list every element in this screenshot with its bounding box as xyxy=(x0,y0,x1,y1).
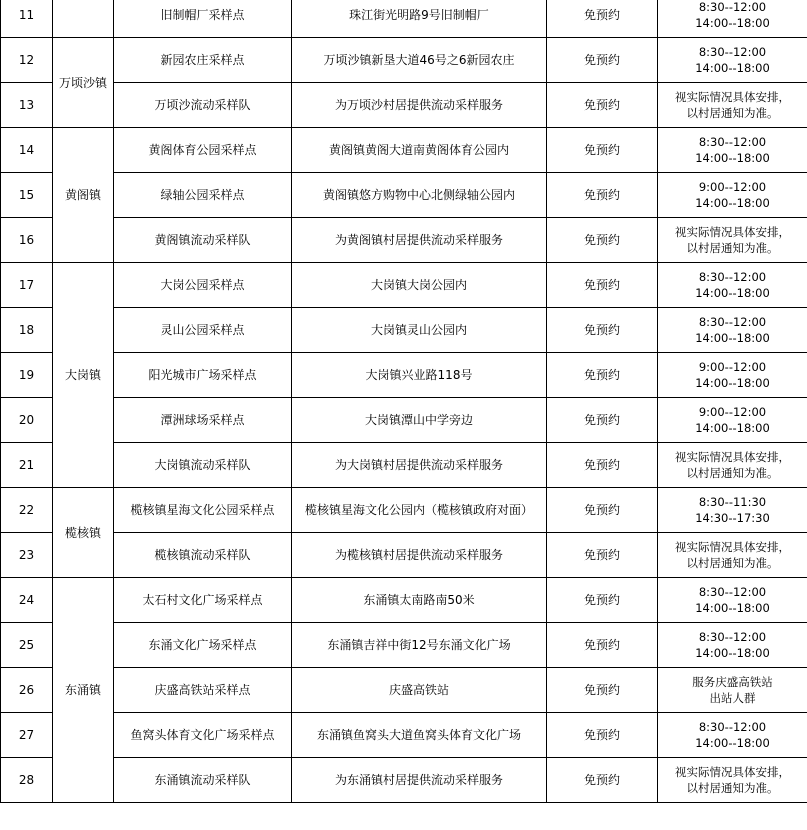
service-hours-line-1: 视实际情况具体安排， xyxy=(675,90,790,104)
site-address: 黄阁镇黄阁大道南黄阁体育公园内 xyxy=(292,128,547,173)
site-address: 东涌镇吉祥中街12号东涌文化广场 xyxy=(292,623,547,668)
service-hours-line-1: 视实际情况具体安排， xyxy=(675,540,790,554)
table-row xyxy=(1,488,807,533)
table-row xyxy=(1,623,807,668)
service-hours xyxy=(658,38,807,83)
site-name: 黄阁体育公园采样点 xyxy=(114,128,292,173)
service-hours-line-2: 14:00--18:00 xyxy=(695,331,770,345)
booking-status: 免预约 xyxy=(547,758,658,803)
service-hours-line-1: 服务庆盛高铁站 xyxy=(692,675,773,689)
service-hours-line-2: 以村居通知为准。 xyxy=(686,556,779,570)
site-address: 大岗镇灵山公园内 xyxy=(292,308,547,353)
service-hours-line-1: 视实际情况具体安排， xyxy=(675,450,790,464)
table-row xyxy=(1,38,807,83)
table-row xyxy=(1,398,807,443)
service-hours-line-2: 14:00--18:00 xyxy=(695,421,770,435)
service-hours-line-2: 出站人群 xyxy=(709,691,756,705)
booking-status: 免预约 xyxy=(547,128,658,173)
row-number: 20 xyxy=(1,398,53,443)
service-hours-line-1: 9:00--12:00 xyxy=(698,180,767,194)
row-number: 16 xyxy=(1,218,53,263)
service-hours-line-2: 以村居通知为准。 xyxy=(686,781,779,795)
booking-status: 免预约 xyxy=(547,668,658,713)
service-hours-line-2: 14:00--18:00 xyxy=(695,61,770,75)
table-row xyxy=(1,308,807,353)
booking-status: 免预约 xyxy=(547,713,658,758)
site-name: 新园农庄采样点 xyxy=(114,38,292,83)
service-hours-line-1: 9:00--12:00 xyxy=(698,405,767,419)
site-address: 庆盛高铁站 xyxy=(292,668,547,713)
booking-status: 免预约 xyxy=(547,173,658,218)
site-name: 东涌镇流动采样队 xyxy=(114,758,292,803)
service-hours-line-1: 8:30--12:00 xyxy=(698,135,767,149)
service-hours-line-2: 以村居通知为准。 xyxy=(686,106,779,120)
row-number: 14 xyxy=(1,128,53,173)
site-name: 大岗公园采样点 xyxy=(114,263,292,308)
booking-status: 免预约 xyxy=(547,398,658,443)
site-name: 太石村文化广场采样点 xyxy=(114,578,292,623)
booking-status: 免预约 xyxy=(547,0,658,38)
table-row xyxy=(1,713,807,758)
table-body xyxy=(1,0,807,803)
service-hours xyxy=(658,668,807,713)
site-address: 为东涌镇村居提供流动采样服务 xyxy=(292,758,547,803)
service-hours-line-1: 视实际情况具体安排， xyxy=(675,225,790,239)
table-row xyxy=(1,263,807,308)
row-number: 27 xyxy=(1,713,53,758)
booking-status: 免预约 xyxy=(547,443,658,488)
service-hours xyxy=(658,623,807,668)
table-row xyxy=(1,533,807,578)
booking-status: 免预约 xyxy=(547,623,658,668)
row-number: 17 xyxy=(1,263,53,308)
service-hours-line-1: 8:30--12:00 xyxy=(698,0,767,14)
booking-status: 免预约 xyxy=(547,488,658,533)
site-address: 珠江街光明路9号旧制帽厂 xyxy=(292,0,547,38)
table-row xyxy=(1,173,807,218)
row-number: 13 xyxy=(1,83,53,128)
service-hours xyxy=(658,308,807,353)
site-address: 大岗镇兴业路118号 xyxy=(292,353,547,398)
service-hours xyxy=(658,353,807,398)
booking-status: 免预约 xyxy=(547,578,658,623)
booking-status: 免预约 xyxy=(547,83,658,128)
service-hours xyxy=(658,128,807,173)
row-number: 26 xyxy=(1,668,53,713)
site-address: 东涌镇太南路南50米 xyxy=(292,578,547,623)
site-name: 万顷沙流动采样队 xyxy=(114,83,292,128)
booking-status: 免预约 xyxy=(547,308,658,353)
service-hours-line-2: 14:00--18:00 xyxy=(695,646,770,660)
table-row xyxy=(1,758,807,803)
service-hours-line-1: 8:30--12:00 xyxy=(698,720,767,734)
service-hours xyxy=(658,83,807,128)
site-name: 东涌文化广场采样点 xyxy=(114,623,292,668)
site-address: 为榄核镇村居提供流动采样服务 xyxy=(292,533,547,578)
service-hours-line-1: 9:00--12:00 xyxy=(698,360,767,374)
service-hours xyxy=(658,263,807,308)
site-name: 大岗镇流动采样队 xyxy=(114,443,292,488)
service-hours-line-2: 14:30--17:30 xyxy=(695,511,770,525)
table-row xyxy=(1,353,807,398)
site-name: 灵山公园采样点 xyxy=(114,308,292,353)
booking-status: 免预约 xyxy=(547,218,658,263)
site-address: 榄核镇星海文化公园内（榄核镇政府对面） xyxy=(292,488,547,533)
town-cell-dagang: 大岗镇 xyxy=(53,263,114,488)
booking-status: 免预约 xyxy=(547,38,658,83)
town-cell-huangge: 黄阁镇 xyxy=(53,128,114,263)
service-hours xyxy=(658,443,807,488)
site-name: 庆盛高铁站采样点 xyxy=(114,668,292,713)
row-number: 23 xyxy=(1,533,53,578)
table-row xyxy=(1,218,807,263)
booking-status: 免预约 xyxy=(547,263,658,308)
town-cell-wanqingsha: 万顷沙镇 xyxy=(53,38,114,128)
row-number: 21 xyxy=(1,443,53,488)
site-name: 黄阁镇流动采样队 xyxy=(114,218,292,263)
table-row xyxy=(1,443,807,488)
town-cell-lanhe: 榄核镇 xyxy=(53,488,114,578)
service-hours-line-1: 8:30--12:00 xyxy=(698,270,767,284)
booking-status: 免预约 xyxy=(547,533,658,578)
row-number: 25 xyxy=(1,623,53,668)
service-hours-line-2: 以村居通知为准。 xyxy=(686,466,779,480)
service-hours-line-2: 14:00--18:00 xyxy=(695,196,770,210)
service-hours-line-1: 8:30--11:30 xyxy=(698,495,767,509)
row-number: 24 xyxy=(1,578,53,623)
town-cell-dongchong: 东涌镇 xyxy=(53,578,114,803)
table-row xyxy=(1,668,807,713)
row-number: 28 xyxy=(1,758,53,803)
row-number: 18 xyxy=(1,308,53,353)
service-hours xyxy=(658,0,807,38)
table-row xyxy=(1,578,807,623)
service-hours xyxy=(658,398,807,443)
site-address: 为万顷沙村居提供流动采样服务 xyxy=(292,83,547,128)
site-name: 鱼窝头体育文化广场采样点 xyxy=(114,713,292,758)
site-address: 为黄阁镇村居提供流动采样服务 xyxy=(292,218,547,263)
site-name: 绿轴公园采样点 xyxy=(114,173,292,218)
row-number: 15 xyxy=(1,173,53,218)
site-address: 黄阁镇悠方购物中心北侧绿轴公园内 xyxy=(292,173,547,218)
table-row xyxy=(1,83,807,128)
site-name: 潭洲球场采样点 xyxy=(114,398,292,443)
service-hours xyxy=(658,713,807,758)
site-address: 大岗镇潭山中学旁边 xyxy=(292,398,547,443)
site-name: 榄核镇流动采样队 xyxy=(114,533,292,578)
table-row xyxy=(1,0,807,38)
service-hours-line-1: 8:30--12:00 xyxy=(698,630,767,644)
service-hours xyxy=(658,758,807,803)
service-hours xyxy=(658,218,807,263)
service-hours-line-1: 8:30--12:00 xyxy=(698,315,767,329)
site-address: 万顷沙镇新垦大道46号之6新园农庄 xyxy=(292,38,547,83)
service-hours-line-2: 以村居通知为准。 xyxy=(686,241,779,255)
site-name: 旧制帽厂采样点 xyxy=(114,0,292,38)
row-number: 12 xyxy=(1,38,53,83)
service-hours-line-1: 8:30--12:00 xyxy=(698,45,767,59)
site-name: 榄核镇星海文化公园采样点 xyxy=(114,488,292,533)
site-address: 大岗镇大岗公园内 xyxy=(292,263,547,308)
service-hours xyxy=(658,533,807,578)
site-address: 为大岗镇村居提供流动采样服务 xyxy=(292,443,547,488)
service-hours-line-2: 14:00--18:00 xyxy=(695,601,770,615)
town-cell-previous xyxy=(53,0,114,38)
service-hours xyxy=(658,173,807,218)
service-hours-line-1: 8:30--12:00 xyxy=(698,585,767,599)
service-hours-line-1: 视实际情况具体安排， xyxy=(675,765,790,779)
service-hours-line-2: 14:00--18:00 xyxy=(695,736,770,750)
service-hours-line-2: 14:00--18:00 xyxy=(695,151,770,165)
service-hours-line-2: 14:00--18:00 xyxy=(695,286,770,300)
row-number: 19 xyxy=(1,353,53,398)
table-row xyxy=(1,128,807,173)
service-hours-line-2: 14:00--18:00 xyxy=(695,376,770,390)
service-hours xyxy=(658,488,807,533)
row-number: 22 xyxy=(1,488,53,533)
site-name: 阳光城市广场采样点 xyxy=(114,353,292,398)
service-hours xyxy=(658,578,807,623)
service-hours-line-2: 14:00--18:00 xyxy=(695,16,770,30)
site-address: 东涌镇鱼窝头大道鱼窝头体育文化广场 xyxy=(292,713,547,758)
booking-status: 免预约 xyxy=(547,353,658,398)
row-number: 11 xyxy=(1,0,53,38)
